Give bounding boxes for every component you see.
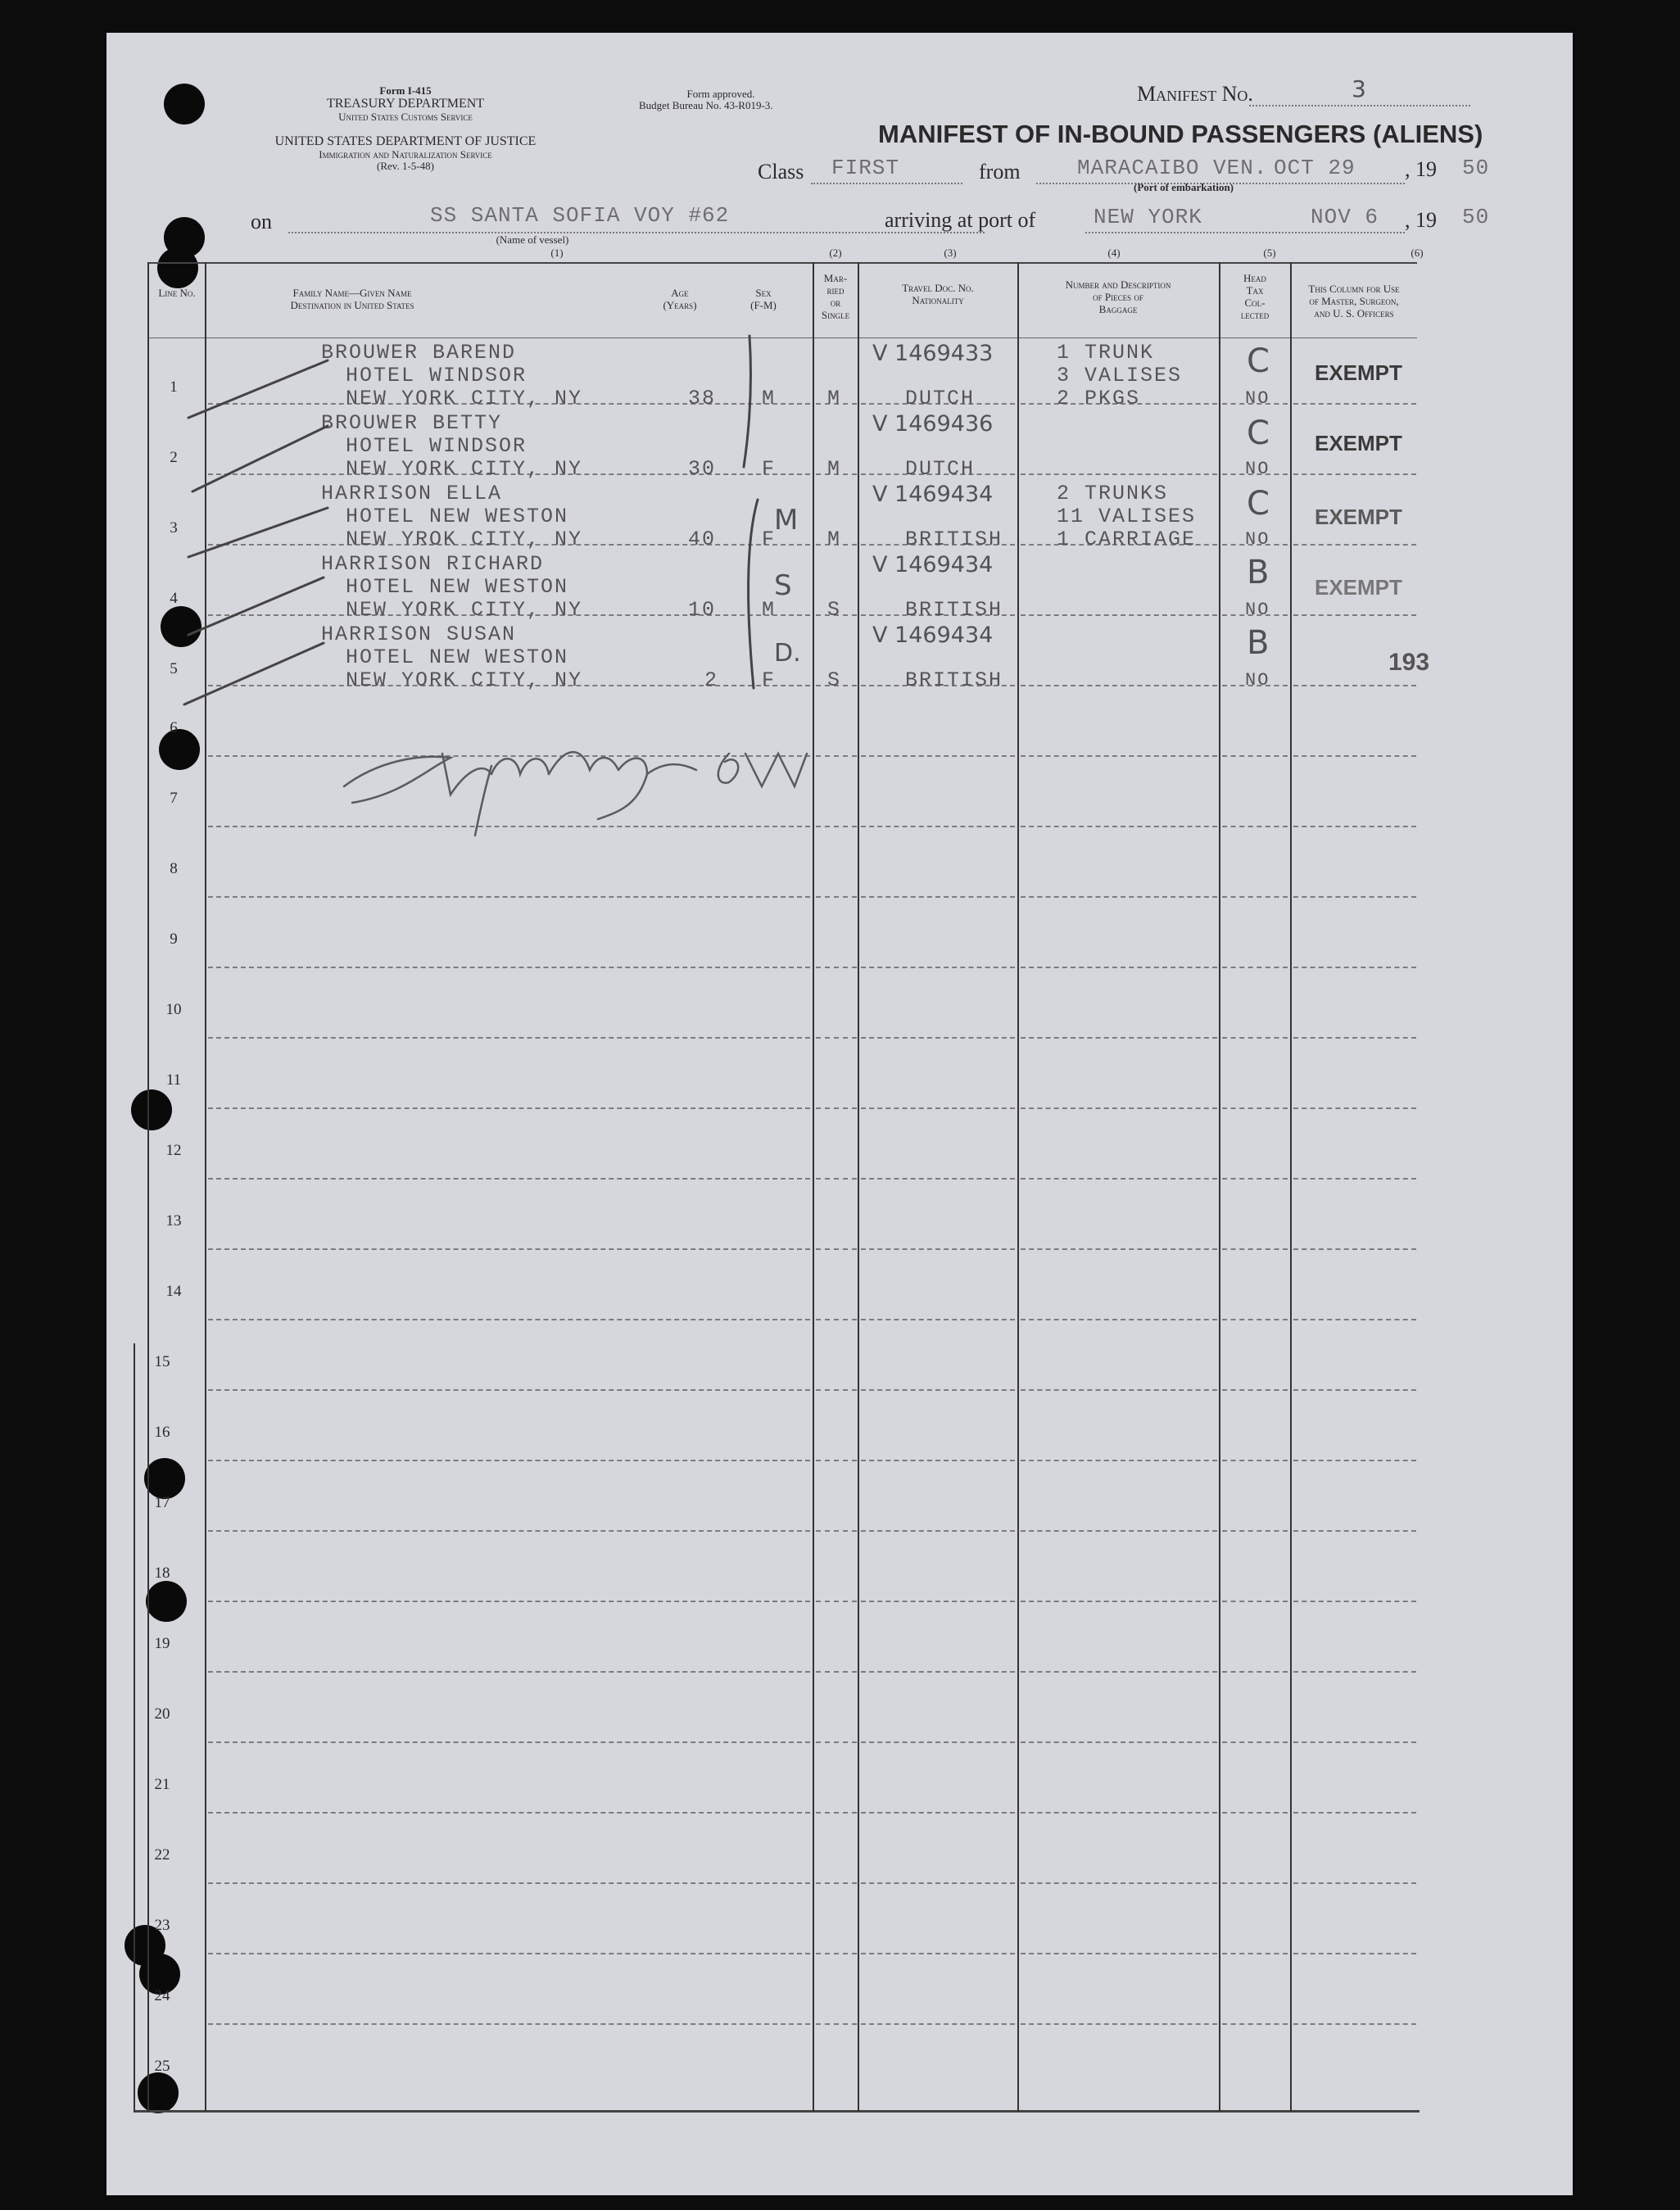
passenger-nationality: DUTCH [905,457,976,481]
line-number: 16 [154,1424,170,1441]
passenger-hotel: HOTEL NEW WESTON [346,645,569,669]
approval-line-1: Form approved. [686,88,755,100]
baggage-line: 11 VALISES [1057,505,1197,528]
col-header-married: Mar- ried or Single [821,272,850,321]
manifest-sheet [106,33,1573,2195]
passenger-age: 30 [688,457,717,481]
line-number: 19 [154,1635,170,1652]
arriving-label: arriving at port of [885,208,1036,232]
officer-stamp: EXEMPT [1315,575,1402,600]
head-tax-value: NO [1245,529,1270,550]
line-number: 20 [154,1705,170,1723]
arrival-year-prefix: , 19 [1405,208,1437,232]
signature [344,752,807,836]
line-number: 10 [165,1001,182,1018]
bracket-line [749,500,758,688]
col-num-1: (1) [550,247,564,259]
passenger-sex: M [762,387,777,410]
passenger-city: NEW YROK CITY, NY [346,528,583,551]
passenger-city: NEW YORK CITY, NY [346,457,583,481]
baggage-line: 1 TRUNK [1057,341,1155,365]
head-tax-mark: C [1247,485,1270,523]
col-num-3: (3) [944,247,957,259]
head-tax-value: NO [1245,670,1270,691]
arrival-date: NOV 6 [1311,205,1379,229]
bracket-annotation: M [774,504,799,537]
line-number: 2 [170,449,178,466]
passenger-marital: M [827,528,842,551]
passenger-name: BROUWER BAREND [321,341,517,365]
manifest-number-label: Manifest No. [1137,82,1253,106]
col-header-officers: This Column for Use of Master, Surgeon, and U. S. Officers [1308,283,1400,319]
passenger-doc: V 1469436 [872,411,994,437]
arrival-year: 50 [1462,205,1490,229]
line-number: 8 [170,860,178,877]
check-mark [192,426,328,491]
check-mark [188,360,328,418]
from-label: from [979,160,1021,183]
bracket-annotation: S [774,569,792,602]
line-number: 13 [165,1212,182,1230]
page-title: MANIFEST OF IN-BOUND PASSENGERS (ALIENS) [878,120,1483,148]
line-number: 21 [154,1776,170,1793]
port-value: NEW YORK [1094,205,1202,229]
passenger-hotel: HOTEL WINDSOR [346,434,528,458]
passenger-nationality: BRITISH [905,528,1003,551]
passenger-name: HARRISON RICHARD [321,552,545,576]
head-tax-value: NO [1245,388,1270,409]
vessel-value: SS SANTA SOFIA VOY #62 [430,203,730,228]
from-date: OCT 29 [1274,156,1356,180]
from-year-prefix: , 19 [1405,157,1437,181]
passenger-city: NEW YORK CITY, NY [346,598,583,622]
passenger-doc: V 1469434 [872,482,994,507]
check-mark [184,643,324,704]
line-number: 1 [170,378,178,396]
passenger-doc: V 1469434 [872,552,994,577]
passenger-age: 10 [688,598,717,622]
col-header-name: Family Name—Given Name Destination in United States [290,287,414,311]
bracket-line [744,336,750,467]
line-number: 24 [154,1987,170,2004]
passenger-age: 38 [688,387,717,410]
officer-stamp: EXEMPT [1315,505,1402,529]
vessel-caption: (Name of vessel) [496,233,569,246]
passenger-age: 2 [704,668,719,692]
passenger-marital: M [827,457,842,481]
line-number: 12 [165,1142,182,1159]
head-tax-value: NO [1245,600,1270,620]
col-num-5: (5) [1263,247,1276,259]
head-tax-value: NO [1245,459,1270,479]
form-number: Form I-415 [379,84,432,97]
baggage-line: 2 PKGS [1057,387,1141,410]
line-number: 23 [154,1917,170,1934]
passenger-doc: V 1469433 [872,341,994,366]
line-number: 4 [170,590,178,607]
passenger-hotel: HOTEL NEW WESTON [346,575,569,599]
class-label: Class [758,160,804,183]
passenger-name: HARRISON SUSAN [321,623,517,646]
col-header-sex: Sex (F-M) [750,287,777,311]
approval-line-2: Budget Bureau No. 43-R019-3. [639,99,773,111]
agency-customs: United States Customs Service [338,111,473,123]
bracket-annotation: D. [774,639,801,668]
passenger-marital: S [827,598,842,622]
passenger-sex: F [762,668,777,692]
col-header-travel-doc: Travel Doc. No. Nationality [902,282,974,306]
agency-treasury: TREASURY DEPARTMENT [326,97,485,111]
passenger-sex: F [762,457,777,481]
officer-stamp: EXEMPT [1315,360,1402,385]
passenger-city: NEW YORK CITY, NY [346,387,583,410]
on-label: on [251,210,272,233]
baggage-line: 3 VALISES [1057,364,1183,387]
line-number: 9 [170,931,178,948]
col-header-age: Age (Years) [663,287,697,311]
line-number: 6 [170,719,178,736]
line-number: 11 [165,1071,182,1089]
line-number: 25 [154,2058,170,2075]
line-number: 18 [154,1565,170,1582]
head-tax-mark: B [1247,554,1270,591]
passenger-age: 40 [688,528,717,551]
passenger-name: HARRISON ELLA [321,482,503,505]
agency-justice: UNITED STATES DEPARTMENT OF JUSTICE [274,134,537,148]
manifest-number-value: 3 [1352,75,1366,102]
passenger-hotel: HOTEL WINDSOR [346,364,528,387]
line-number: 22 [154,1846,170,1864]
from-value: MARACAIBO VEN. [1077,156,1268,180]
passenger-marital: M [827,387,842,410]
passenger-sex: M [762,598,777,622]
passenger-nationality: BRITISH [905,598,1003,622]
head-tax-mark: C [1247,342,1270,380]
line-number: 5 [170,660,178,677]
handwritten-marks [106,33,1573,2195]
passenger-nationality: BRITISH [905,668,1003,692]
line-number: 7 [170,790,178,807]
port-of-embarkation-caption: (Port of embarkation) [1133,181,1234,193]
col-header-head-tax: Head Tax Col- lected [1240,272,1270,321]
col-header-line-no: Line No. [158,287,196,299]
head-tax-mark: B [1247,624,1270,662]
passenger-marital: S [827,668,842,692]
head-tax-mark: C [1247,414,1270,452]
officer-stamp: EXEMPT [1315,431,1402,455]
passenger-sex: F [762,528,777,551]
from-year: 50 [1462,156,1490,180]
passenger-city: NEW YORK CITY, NY [346,668,583,692]
line-number: 17 [154,1494,170,1511]
agency-ins: Immigration and Naturalization Service [319,148,492,161]
passenger-name: BROUWER BETTY [321,411,503,435]
line-number: 15 [154,1353,170,1370]
check-mark [188,577,324,635]
passenger-doc: V 1469434 [872,623,994,648]
col-header-baggage: Number and Description of Pieces of Baggage [1065,279,1171,315]
line-number: 3 [170,519,178,537]
col-num-6: (6) [1411,247,1424,259]
baggage-line: 2 TRUNKS [1057,482,1169,505]
passenger-hotel: HOTEL NEW WESTON [346,505,569,528]
col-num-4: (4) [1107,247,1121,259]
col-num-2: (2) [829,247,842,259]
class-value: FIRST [831,156,900,180]
officer-stamp: 193 [1388,649,1430,676]
line-number: 14 [165,1283,182,1300]
revision: (Rev. 1-5-48) [377,160,434,172]
passenger-nationality: DUTCH [905,387,976,410]
baggage-line: 1 CARRIAGE [1057,528,1197,551]
check-mark [188,508,328,557]
